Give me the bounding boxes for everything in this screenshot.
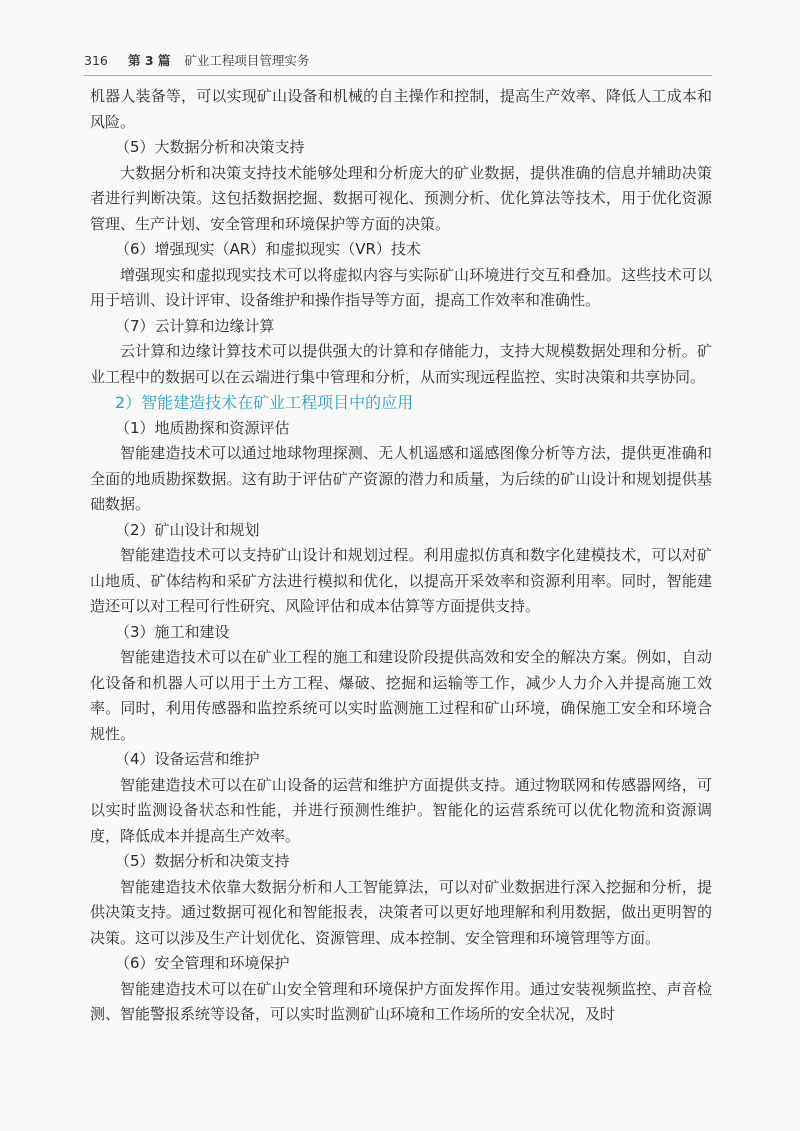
chapter-label: 第 3 篇 xyxy=(128,53,171,68)
paragraph: 智能建造技术可以支持矿山设计和规划过程。利用虚拟仿真和数字化建模技术，可以对矿山地质、矿体结构和采矿方法进行模拟和优化，以提高开采效率和资源利用率。同时，智能建造还可以对工程可行性研究、风险评估和成本估算等方面提供支持。 xyxy=(90,546,712,615)
subheading: （5）大数据分析和决策支持 xyxy=(115,138,305,156)
paragraph: 增强现实和虚拟现实技术可以将虚拟内容与实际矿山环境进行交互和叠加。这些技术可以用于培训、设计评审、设备维护和操作指导等方面，提高工作效率和准确性。 xyxy=(90,265,712,309)
section-heading: 2）智能建造技术在矿业工程项目中的应用 xyxy=(115,393,414,412)
chapter-title: 矿业工程项目管理实务 xyxy=(184,53,310,68)
paragraph: 大数据分析和决策支持技术能够处理和分析庞大的矿业数据，提供准确的信息并辅助决策者进行判断决策。这包括数据挖掘、数据可视化、预测分析、优化算法等技术，用于优化资源管理、生产计划、安全管理和环境保护等方面的决策。 xyxy=(90,163,712,233)
subheading: （1）地质勘探和资源评估 xyxy=(115,418,290,437)
subheading: （5）数据分析和决策支持 xyxy=(115,852,290,870)
header-rule xyxy=(84,75,712,76)
paragraph: 智能建造技术依靠大数据分析和人工智能算法，可以对矿业数据进行深入挖掘和分析，提供决策支持。通过数据可视化和智能报表，决策者可以更好地理解和利用数据，做出更明智的决策。这可以涉及生产计划优化、资源管理、成本控制、安全管理和环境管理等方面。 xyxy=(90,877,712,947)
paragraph: 智能建造技术可以在矿业工程的施工和建设阶段提供高效和安全的解决方案。例如，自动化设备和机器人可以用于土方工程、爆破、挖掘和运输等工作，减少人力介入并提高施工效率。同时，利用传感器和监控系统可以实时监测施工过程和矿山环境，确保施工安全和环境合规性。 xyxy=(90,648,712,743)
paragraph-continued: 机器人装备等，可以实现矿山设备和机械的自主操作和控制，提高生产效率、降低人工成本和风险。 xyxy=(90,87,712,131)
subheading: （2）矿山设计和规划 xyxy=(115,520,260,539)
paragraph: 智能建造技术可以在矿山设备的运营和维护方面提供支持。通过物联网和传感器网络，可以实时监测设备状态和性能，并进行预测性维护。智能化的运营系统可以优化物流和资源调度，降低成本并提高生产效率。 xyxy=(90,775,712,845)
page-number: 316 xyxy=(84,52,108,68)
paragraph: 智能建造技术可以在矿山安全管理和环境保护方面发挥作用。通过安装视频监控、声音检测、智能警报系统等设备，可以实时监测矿山环境和工作场所的安全状况，及时 xyxy=(90,979,712,1023)
subheading: （6）安全管理和环境保护 xyxy=(115,954,290,972)
subheading: （4）设备运营和维护 xyxy=(115,750,260,768)
page-header xyxy=(84,46,712,74)
subheading: （3）施工和建设 xyxy=(115,622,230,641)
subheading: （6）增强现实（AR）和虚拟现实（VR）技术 xyxy=(115,240,421,258)
subheading: （7）云计算和边缘计算 xyxy=(115,316,275,335)
page-body xyxy=(90,84,712,1028)
paragraph: 智能建造技术可以通过地球物理探测、无人机遥感和遥感图像分析等方法，提供更准确和全面的地质勘探数据。这有助于评估矿产资源的潜力和质量，为后续的矿山设计和规划提供基础数据。 xyxy=(90,444,712,513)
paragraph: 云计算和边缘计算技术可以提供强大的计算和存储能力，支持大规模数据处理和分析。矿业工程中的数据可以在云端进行集中管理和分析，从而实现远程监控、实时决策和共享协同。 xyxy=(90,342,712,386)
